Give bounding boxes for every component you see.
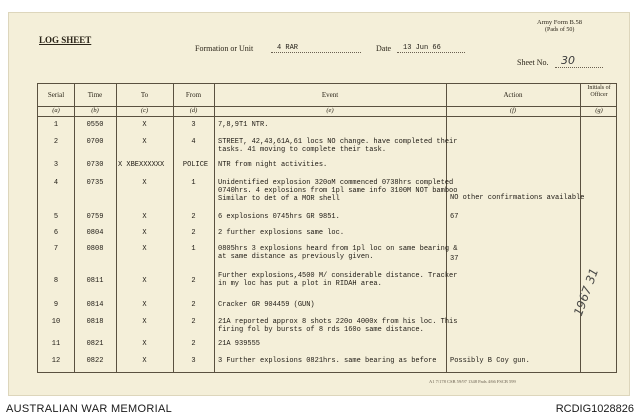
col-header-action: Action (503, 91, 523, 99)
event-cell: 2 further explosions same loc. (218, 229, 345, 237)
sheet-title: LOG SHEET (39, 35, 92, 45)
action-cell: NO other confirmations available (450, 194, 585, 202)
from-cell: 1 (191, 179, 196, 187)
to-cell: X (142, 357, 147, 365)
form-pads: (Pads of 50) (545, 27, 575, 33)
date-value: 13 Jun 66 (397, 44, 465, 53)
from-cell: 2 (191, 340, 196, 348)
to-cell: X (142, 277, 147, 285)
archive-footer (0, 398, 640, 420)
from-cell: 4 (191, 138, 196, 146)
col-sub-time: (b) (91, 107, 99, 114)
col-sub-from: (d) (189, 107, 198, 114)
col-sub-to: (c) (140, 107, 149, 114)
serial-cell: 12 (51, 357, 61, 365)
margin-note: 1967 31 (571, 266, 602, 318)
form-name: Army Form B.58 (537, 19, 582, 26)
from-cell: POLICE (182, 161, 209, 169)
time-cell: 0811 (86, 277, 104, 285)
archive-name: AUSTRALIAN WAR MEMORIAL (6, 403, 173, 415)
col-header-initials: Initials of Officer (587, 85, 611, 98)
time-cell: 0808 (86, 245, 104, 253)
serial-cell: 4 (53, 179, 59, 187)
sheet-number-value: 30 (555, 54, 603, 68)
event-cell: 7,8,9T1 NTR. (218, 121, 269, 129)
to-cell: X (142, 179, 147, 187)
event-cell: Further explosions,4500 M/ considerable distance. Tracker in my loc has put a plot in RIDAH area. (218, 272, 458, 288)
serial-cell: 3 (53, 161, 59, 169)
serial-cell: 1 (53, 121, 59, 129)
action-cell: 37 (450, 255, 459, 263)
time-cell: 0821 (86, 340, 104, 348)
time-cell: 0735 (86, 179, 104, 187)
from-cell: 2 (191, 318, 196, 326)
formation-label: Formation or Unit (195, 44, 254, 53)
to-cell: X (142, 229, 147, 237)
to-cell: X (142, 138, 147, 146)
to-cell: X (142, 301, 147, 309)
col-sub-event: (e) (326, 107, 334, 114)
event-cell: 21A reported approx 8 shots 220o 4000x from his loc. This firing fol by bursts of 8 rds 160o same distance. (218, 318, 458, 334)
to-cell: X (142, 340, 147, 348)
from-cell: 2 (191, 213, 196, 221)
col-header-to: To (140, 91, 149, 99)
event-cell: Unidentified explosion 320oM commenced 0738hrs completed 0740hrs. 4 explosions from 1pl same info 3100M NOT bamboo Similar to det of a MOR shell (218, 179, 458, 203)
col-header-time: Time (87, 91, 103, 99)
from-cell: 2 (191, 301, 196, 309)
col-sub-action: (f) (509, 107, 517, 114)
serial-cell: 10 (51, 318, 61, 326)
serial-cell: 2 (53, 138, 59, 146)
time-cell: 0759 (86, 213, 104, 221)
formation-value: 4 RAR (271, 44, 361, 53)
serial-cell: 8 (53, 277, 59, 285)
serial-cell: 6 (53, 229, 59, 237)
sheet-number-label: Sheet No. (517, 58, 549, 67)
to-cell: X (142, 213, 147, 221)
from-cell: 1 (191, 245, 196, 253)
to-cell: X (142, 318, 147, 326)
log-table (37, 83, 617, 373)
time-cell: 0730 (86, 161, 104, 169)
from-cell: 2 (191, 277, 196, 285)
date-label: Date (376, 44, 392, 53)
from-cell: 3 (191, 121, 196, 129)
action-cell: 67 (450, 213, 459, 221)
time-cell: 0700 (86, 138, 104, 146)
log-sheet-page (8, 12, 630, 396)
col-sub-serial: (a) (52, 107, 60, 114)
to-cell: X (142, 245, 147, 253)
serial-cell: 11 (51, 340, 61, 348)
time-cell: 0804 (86, 229, 104, 237)
event-cell: Cracker GR 904459 (GUN) (218, 301, 315, 309)
print-note: A1 7/178 CSB 59/97 1348 Pads 4/66 FSCB 599 (429, 379, 516, 384)
serial-cell: 5 (53, 213, 59, 221)
action-cell: Possibly B Coy gun. (450, 357, 530, 365)
col-header-from: From (185, 91, 202, 99)
archive-id: RCDIG1028826 (555, 403, 634, 415)
time-cell: 0814 (86, 301, 104, 309)
event-cell: 6 explosions 0745hrs GR 9851. (218, 213, 340, 221)
col-header-event: Event (321, 91, 339, 99)
to-cell: X XBEXXXXXX (118, 161, 165, 169)
event-cell: NTR from night activities. (218, 161, 328, 169)
time-cell: 0822 (86, 357, 104, 365)
time-cell: 0818 (86, 318, 104, 326)
event-cell: STREET, 42,43,61A,61 locs NO change. have completed their tasks. 41 moving to complete their task. (218, 138, 458, 154)
to-cell: X (142, 121, 147, 129)
serial-cell: 9 (53, 301, 59, 309)
col-header-serial: Serial (47, 91, 65, 99)
event-cell: 0805hrs 3 explosions heard from 1pl loc on same bearing & at same distance as previously given. (218, 245, 458, 261)
time-cell: 0550 (86, 121, 104, 129)
col-sub-initials: (g) (595, 107, 603, 114)
from-cell: 2 (191, 229, 196, 237)
event-cell: 3 Further explosions 0821hrs. same bearing as before (218, 357, 437, 365)
event-cell: 21A 939555 (218, 340, 261, 348)
serial-cell: 7 (53, 245, 59, 253)
from-cell: 3 (191, 357, 196, 365)
